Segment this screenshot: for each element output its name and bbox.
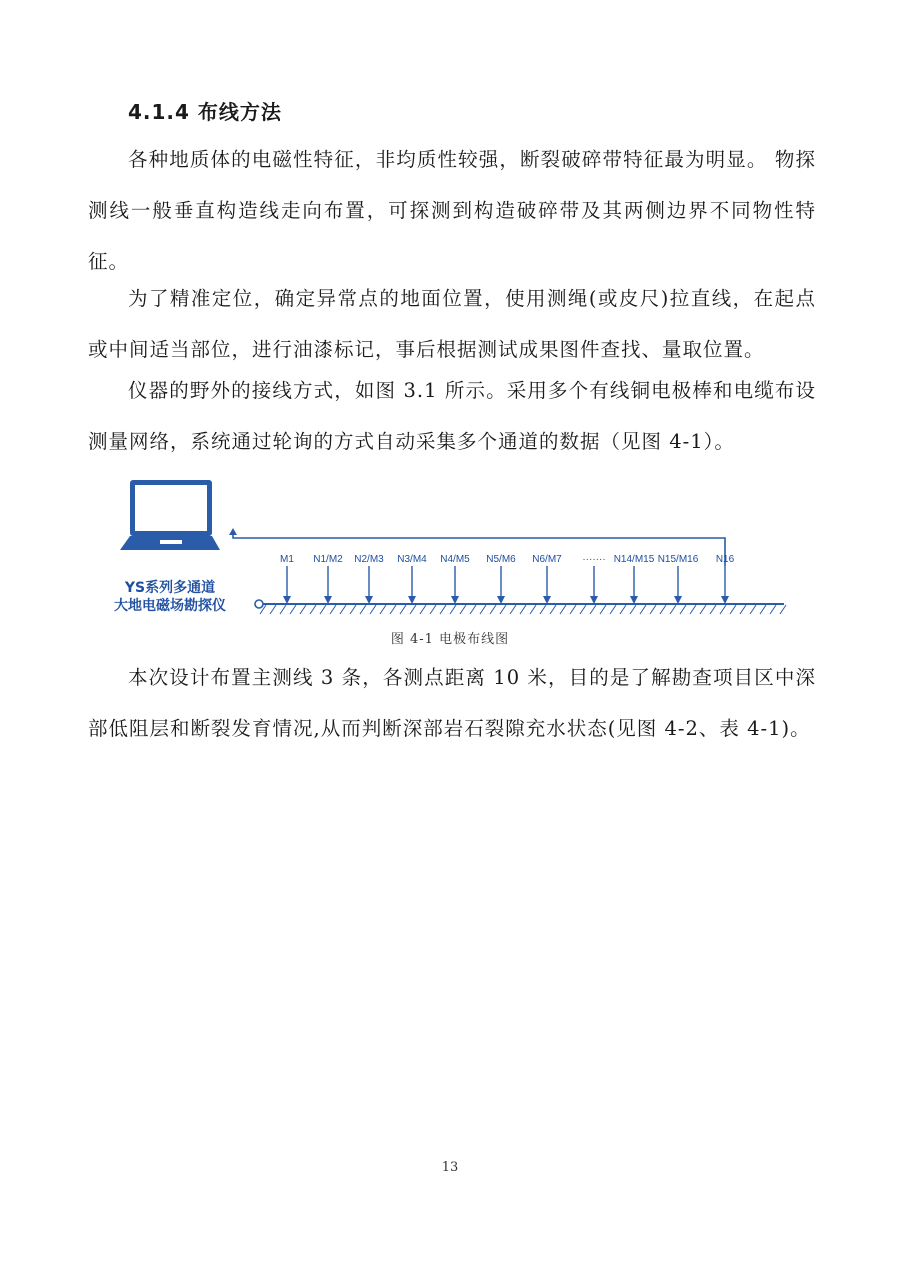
section-heading: 4.1.4 布线方法 [128,100,282,124]
electrode-labels [280,554,735,565]
ground-line [255,600,786,614]
electrode-label: N6/M7 [532,554,562,565]
electrode-label: N1/M2 [313,554,343,565]
paragraph-2: 为了精准定位，确定异常点的地面位置，使用测绳(或皮尺)拉直线，在起点或中间适当部位，进行油漆标记，事后根据测试成果图件查找、量取位置。 [88,287,816,361]
electrode-label: N16 [715,554,735,565]
figure-caption: 图 4-1 电极布线图 [390,632,510,647]
paragraph-1: 各种地质体的电磁性特征，非均质性较强，断裂破碎带特征最为明显。 物探测线一般垂直构造线走向布置，可探测到构造破碎带及其两侧边界不同物性特征。 [88,148,816,273]
electrode-label: M1 [280,554,294,565]
laptop-icon [120,480,220,550]
electrode-label: N4/M5 [440,554,470,565]
electrode-arrows [283,566,729,604]
page-number: 13 [441,1160,459,1175]
electrode-wiring-figure [100,474,800,624]
electrode-label: ······· [582,554,606,565]
device-label-line2: 大地电磁场勘探仪 [114,598,226,614]
electrode-label: N14/M15 [613,554,655,565]
device-label-line1: YS系列多通道 [124,580,216,596]
electrode-label: N2/M3 [354,554,384,565]
paragraph-4: 本次设计布置主测线 3 条，各测点距离 10 米，目的是了解勘查项目区中深部低阻层和断裂发育情况,从而判断深部岩石裂隙充水状态(见图 4-2、表 4-1)。 [88,666,816,740]
electrode-label: N15/M16 [657,554,699,565]
paragraph-3: 仪器的野外的接线方式，如图 3.1 所示。采用多个有线铜电极棒和电缆布设测量网络，系统通过轮询的方式自动采集多个通道的数据（见图 4-1）。 [88,379,816,453]
cable-arrow-icon [229,528,237,535]
electrode-label: N5/M6 [486,554,516,565]
electrode-label: N3/M4 [397,554,427,565]
